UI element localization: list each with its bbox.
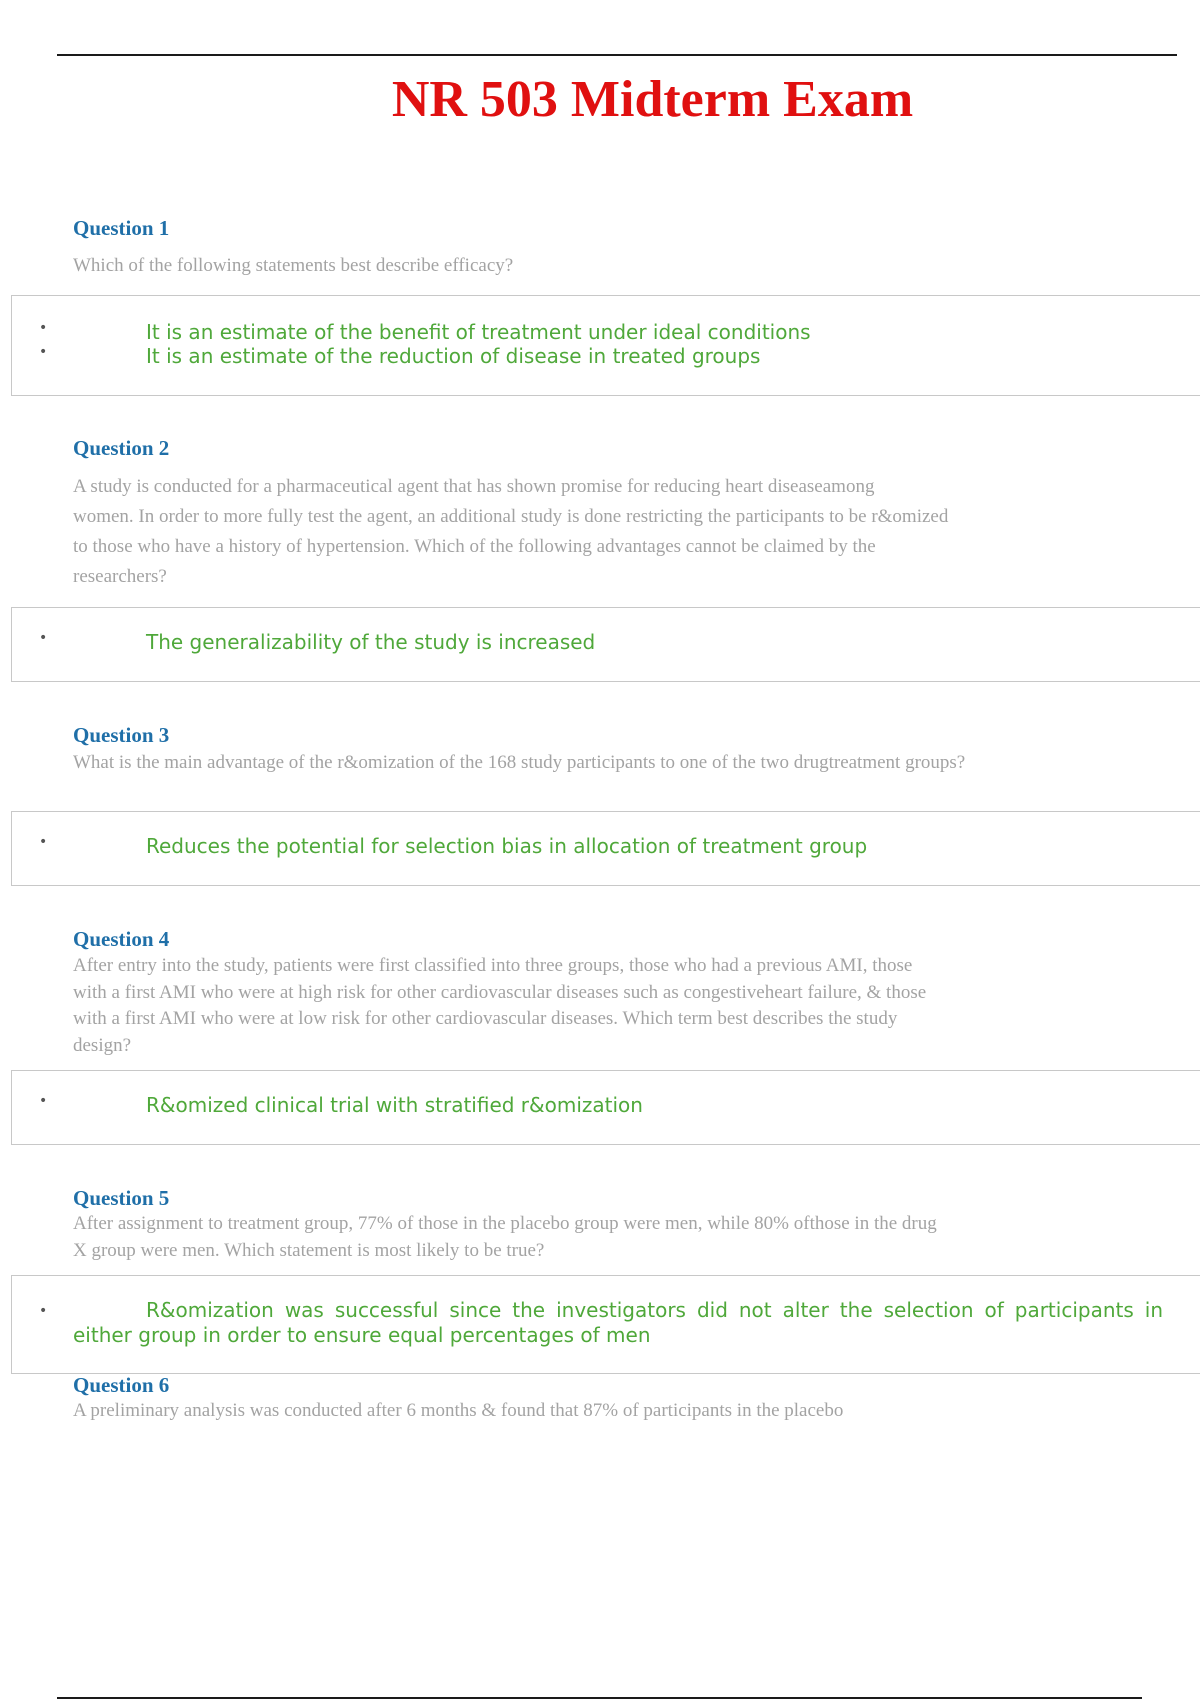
answer-text: It is an estimate of the reduction of disease in treated groups <box>146 344 761 368</box>
question-4-text-line: After entry into the study, patients were first classified into three groups, those who had a previous AMI, those <box>73 955 913 976</box>
question-5-answer-box <box>11 1275 1200 1374</box>
question-5-text-line: X group were men. Which statement is most likely to be true? <box>73 1240 545 1261</box>
bottom-rule <box>57 1697 1142 1699</box>
question-4-answer-box <box>11 1070 1200 1145</box>
question-4-heading: Question 4 <box>73 927 170 951</box>
question-2-text-line: researchers? <box>73 566 167 587</box>
bullet-icon: • <box>39 1303 48 1319</box>
answer-text: It is an estimate of the benefit of treatment under ideal conditions <box>146 320 811 344</box>
bullet-icon: • <box>39 834 48 850</box>
question-2-text-line: A study is conducted for a pharmaceutical agent that has shown promise for reducing heart diseaseamong <box>73 476 875 497</box>
bullet-icon: • <box>39 320 48 336</box>
question-3-heading: Question 3 <box>73 723 170 747</box>
page-title: NR 503 Midterm Exam <box>391 71 914 128</box>
question-4-text-line: with a first AMI who were at high risk for other cardiovascular diseases such as congestiveheart failure, & those <box>73 981 927 1003</box>
bullet-icon: • <box>39 630 48 646</box>
question-3-answer-box <box>11 811 1200 886</box>
bullet-icon: • <box>39 344 48 360</box>
question-1-heading: Question 1 <box>73 216 170 240</box>
question-6-heading: Question 6 <box>73 1373 170 1397</box>
bullet-icon: • <box>39 1093 48 1109</box>
question-4-text-line: design? <box>73 1034 132 1056</box>
answer-text: R&omized clinical trial with stratified r&omization <box>146 1093 643 1117</box>
question-2-text-line: women. In order to more fully test the agent, an additional study is done restricting the participants to be r&omized <box>73 506 949 527</box>
question-1-answer-box <box>11 295 1200 396</box>
question-6-text: A preliminary analysis was conducted after 6 months & found that 87% of participants in the placebo <box>73 1400 844 1421</box>
answer-text: The generalizability of the study is increased <box>146 630 596 654</box>
question-5-text-line: After assignment to treatment group, 77% of those in the placebo group were men, while 80% ofthose in the drug <box>73 1213 937 1234</box>
answer-text: Reduces the potential for selection bias in allocation of treatment group <box>146 834 868 858</box>
question-3-text: What is the main advantage of the r&omization of the 168 study participants to one of the two drugtreatment groups? <box>73 752 966 773</box>
question-5-heading: Question 5 <box>73 1186 170 1210</box>
question-2-text-line: to those who have a history of hypertension. Which of the following advantages cannot be claimed by the <box>73 536 876 557</box>
question-2-answer-box <box>11 607 1200 682</box>
question-4-text-line: with a first AMI who were at low risk for other cardiovascular diseases. Which term best describes the study <box>73 1008 898 1029</box>
question-2-heading: Question 2 <box>73 436 170 460</box>
top-rule <box>57 54 1177 56</box>
answer-text: R&omization was successful since the investigators did not alter the selection of participants in either group in order to ensure equal percentages of men <box>73 1298 1163 1347</box>
question-1-text: Which of the following statements best describe efficacy? <box>73 255 514 276</box>
